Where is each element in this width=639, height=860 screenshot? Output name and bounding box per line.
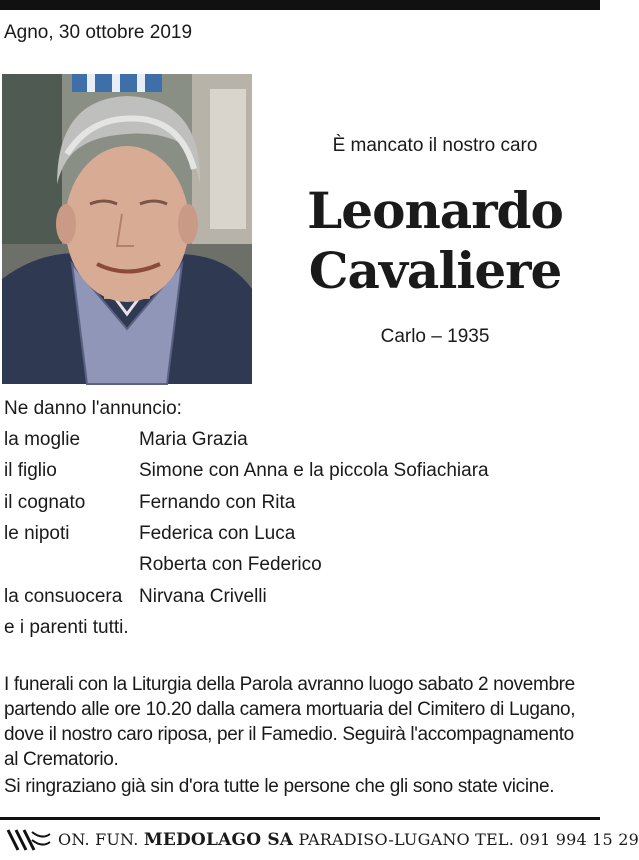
announcement-intro: Ne danno l'annuncio: <box>4 398 182 419</box>
funeral-home-footer <box>0 823 639 857</box>
family-names: Fernando con Rita <box>139 492 296 513</box>
family-names: Maria Grazia <box>139 429 248 450</box>
top-rule <box>0 0 600 10</box>
funeral-home-text <box>58 830 639 850</box>
funeral-details <box>4 672 598 772</box>
footer-phone: TEL. 091 994 15 29 <box>475 830 639 849</box>
funeral-line: partendo alle ore 10.20 dalla camera mortuaria del Cimitero di Lugano, <box>4 699 576 720</box>
funeral-line: al Crematorio. <box>4 749 119 770</box>
deceased-last-name: Cavaliere <box>308 241 562 300</box>
funeral-home-logo-icon <box>6 826 52 859</box>
thanks-text: Si ringraziano già sin d'ora tutte le persone che gli sono state vicine. <box>4 776 555 797</box>
family-names: Simone con Anna e la piccola Sofiachiara <box>139 460 489 481</box>
family-relation: la consuocera <box>4 586 123 607</box>
family-names: Roberta con Federico <box>139 554 322 575</box>
footer-rule <box>0 817 600 820</box>
deceased-nickname-year: Carlo – 1935 <box>380 326 490 347</box>
family-relation: il figlio <box>4 460 57 481</box>
footer-location: PARADISO-LUGANO <box>298 830 470 849</box>
footer-prefix: ON. FUN. <box>58 830 139 849</box>
family-relation: e i parenti tutti. <box>4 617 129 638</box>
portrait-photo <box>2 74 252 384</box>
funeral-line: I funerali con la Liturgia della Parola avranno luogo sabato 2 novembre <box>4 674 575 695</box>
family-relation: le nipoti <box>4 523 70 544</box>
funeral-line: dove il nostro caro riposa, per il Famedio. Seguirà l'accompagnamento <box>4 724 574 745</box>
deceased-first-name: Leonardo <box>307 181 563 240</box>
footer-company: MEDOLAGO SA <box>143 830 294 850</box>
family-relation: la moglie <box>4 429 81 450</box>
family-names: Federica con Luca <box>139 523 296 544</box>
notice-date: Agno, 30 ottobre 2019 <box>4 22 193 43</box>
notice-intro: È mancato il nostro caro <box>332 135 538 156</box>
family-names: Nirvana Crivelli <box>139 586 267 607</box>
family-relation: il cognato <box>4 492 86 513</box>
